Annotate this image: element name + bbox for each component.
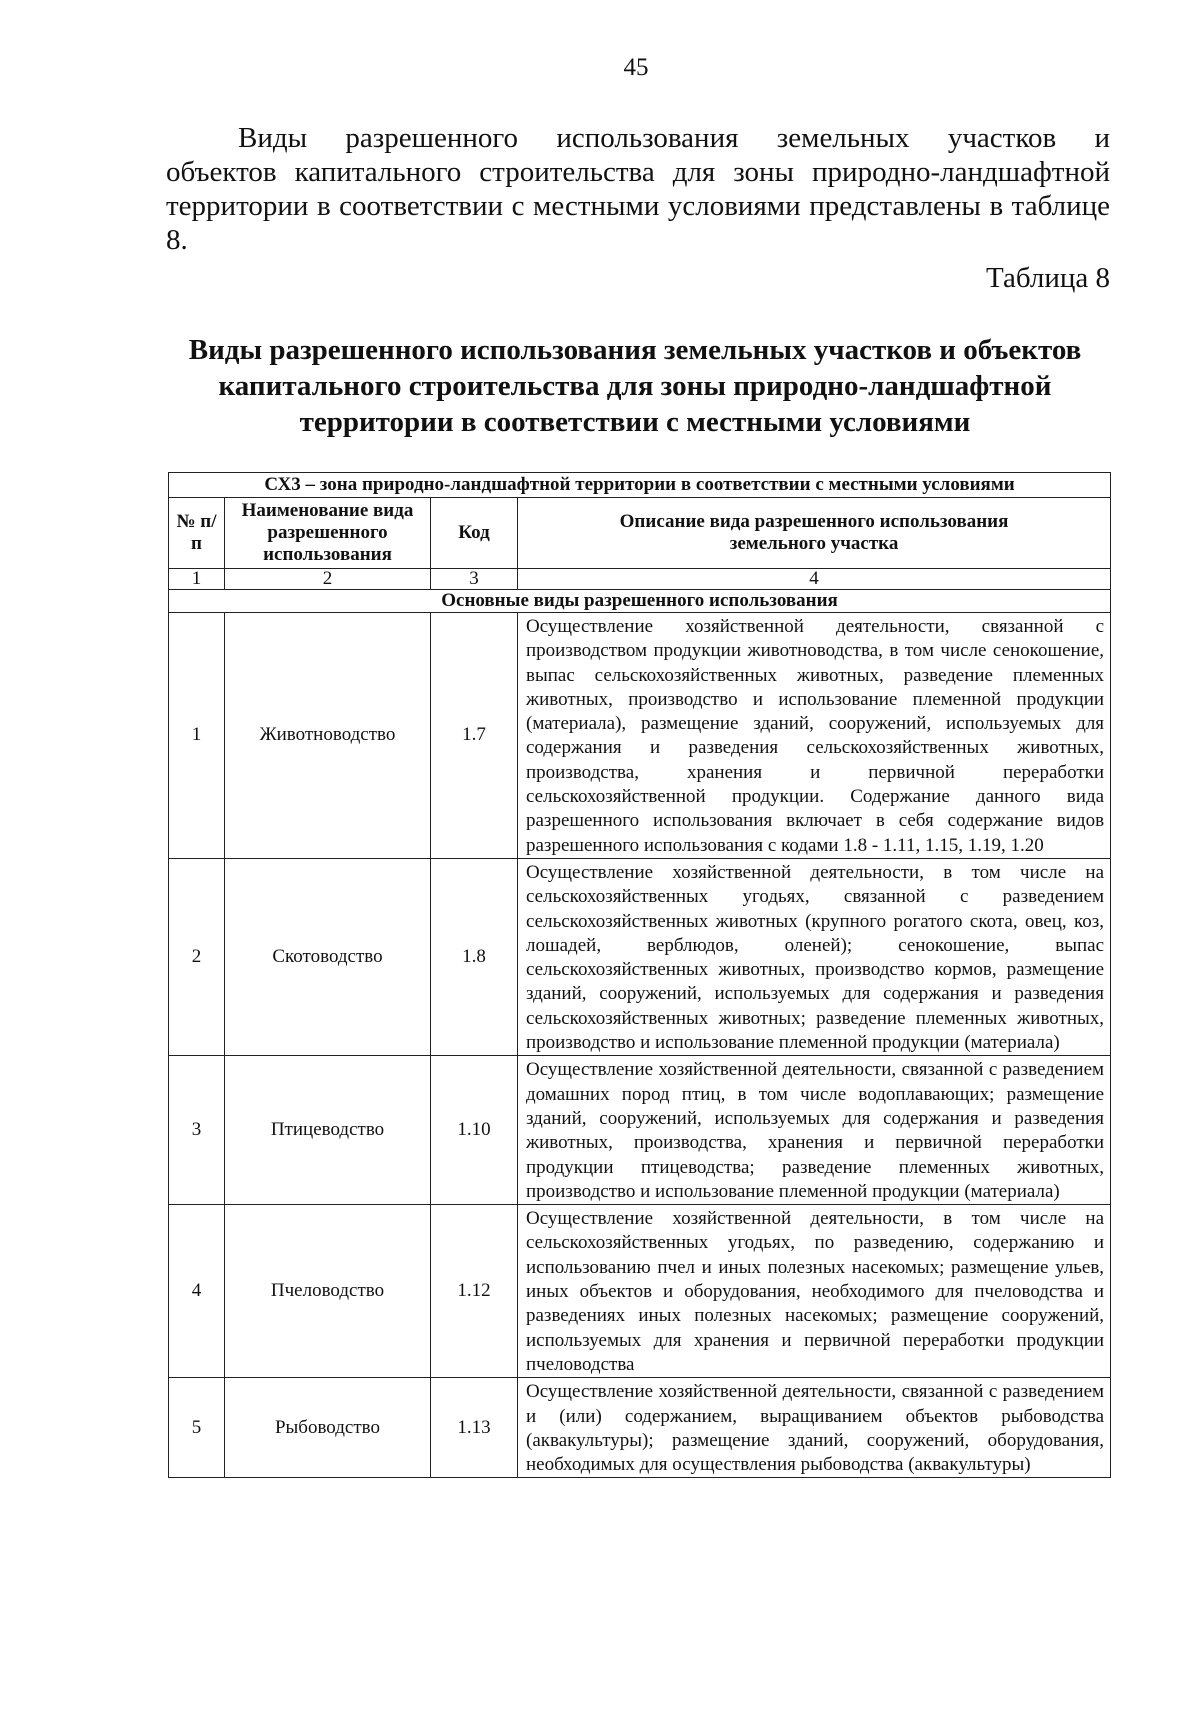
header-name: Наименование вида разрешенного использования [225,498,431,569]
row-desc: Осуществление хозяйственной деятельности, в том числе на сельскохозяйственных угодьях, по разведению, содержанию и использованию пчел и иных полезных насекомых; размещение ульев, иных объектов и оборудования, необходимого для пчеловодства и разведениях иных полезных насекомых; размещение сооружений, используемых для хранения и первичной переработки продукции пчеловодства [518,1205,1111,1378]
row-name: Рыбоводство [225,1378,431,1478]
page-number: 45 [623,54,649,81]
column-number: 2 [225,569,431,590]
table-row [169,1378,1111,1478]
table-row [169,1056,1111,1205]
section-title: Основные виды разрешенного использования [169,590,1111,613]
row-desc: Осуществление хозяйственной деятельности, связанной с разведением домашних пород птиц, в том числе водоплавающих; размещение зданий, сооружений, используемых для содержания и разведения животных, производства, хранения и первичной переработки продукции птицеводства; разведение племенных животных, производство и использование племенной продукции (материала) [518,1056,1111,1205]
row-desc: Осуществление хозяйственной деятельности, связанной с разведением и (или) содержанием, выращиванием объектов рыбоводства (аквакультуры); размещение зданий, сооружений, оборудования, необходимых для осуществления рыбоводства (аквакультуры) [518,1378,1111,1478]
row-name: Скотоводство [225,858,431,1055]
row-num: 3 [169,1056,225,1205]
column-number: 1 [169,569,225,590]
column-number: 4 [518,569,1111,590]
intro-paragraph [166,121,1110,257]
row-num: 5 [169,1378,225,1478]
section-row [169,590,1111,613]
column-number: 3 [431,569,518,590]
header-desc: Описание вида разрешенного использования земельного участка [518,498,1111,569]
zone-title-row [169,473,1111,498]
table-row [169,1205,1111,1378]
table-reference: Таблица 8 [985,262,1110,294]
land-use-table [168,472,1111,1478]
row-code: 1.7 [431,613,518,859]
row-desc: Осуществление хозяйственной деятельности, связанной с производством продукции животноводства, в том числе сенокошение, выпас сельскохозяйственных животных, разведение племенных животных, производство и использование племенной продукции (материала), размещение зданий, сооружений, используемых для содержания и разведения сельскохозяйственных животных, производства, хранения и первичной переработки сельскохозяйственной продукции. Содержание данного вида разрешенного использования включает в себя содержание видов разрешенного использования с кодами 1.8 - 1.11, 1.15, 1.19, 1.20 [518,613,1111,859]
row-name: Птицеводство [225,1056,431,1205]
header-num: № п/п [169,498,225,569]
row-num: 1 [169,613,225,859]
header-row [169,498,1111,569]
row-name: Животноводство [225,613,431,859]
table-title: Виды разрешенного использования земельных участков и объектов капитального строительства для зоны природно-ландшафтной территории в соответствии с местными условиями [188,334,1082,438]
zone-title: СХ3 – зона природно-ландшафтной территории в соответствии с местными условиями [169,473,1111,498]
row-num: 4 [169,1205,225,1378]
row-num: 2 [169,858,225,1055]
row-code: 1.10 [431,1056,518,1205]
row-name: Пчеловодство [225,1205,431,1378]
row-code: 1.12 [431,1205,518,1378]
column-number-row [169,569,1111,590]
header-code: Код [431,498,518,569]
row-code: 1.8 [431,858,518,1055]
table-row [169,858,1111,1055]
intro-rest: объектов капитального строительства для зоны природно-ландшафтной территории в соответствии с местными условиями представлены в таблице 8. [166,156,1110,256]
row-code: 1.13 [431,1378,518,1478]
table-row [169,613,1111,859]
intro-first-line: Виды разрешенного использования земельных участков и [238,122,1110,154]
row-desc: Осуществление хозяйственной деятельности, в том числе на сельскохозяйственных угодьях, связанной с разведением сельскохозяйственных животных (крупного рогатого скота, овец, коз, лошадей, верблюдов, оленей); сенокошение, выпас сельскохозяйственных животных, производство кормов, размещение зданий, сооружений, используемых для содержания и разведения сельскохозяйственных животных; разведение племенных животных, производство и использование племенной продукции (материала) [518,858,1111,1055]
